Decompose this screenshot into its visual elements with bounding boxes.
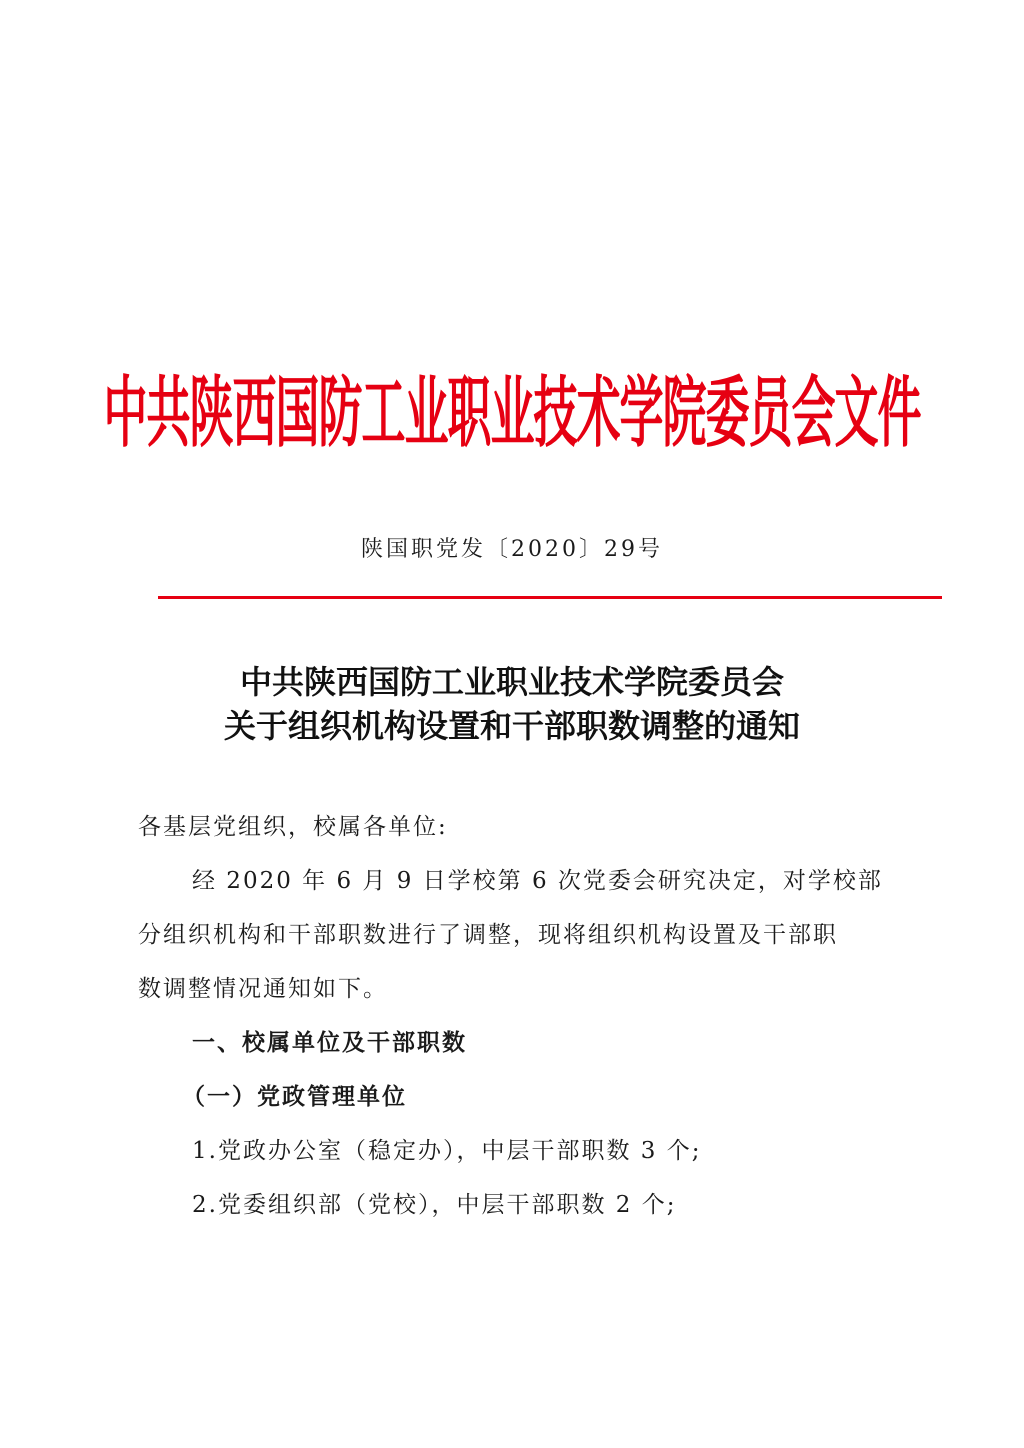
paragraph-1-line-3: 数调整情况通知如下。 [138, 976, 388, 1002]
subsection-heading-1: （一）党政管理单位 [182, 1083, 407, 1110]
red-divider [158, 596, 942, 599]
paragraph-1-line-1: 经 2020 年 6 月 9 日学校第 6 次党委会研究决定，对学校部 [192, 868, 883, 894]
list-item: 2.党委组织部（党校），中层干部职数 2 个; [192, 1192, 677, 1218]
section-heading-1: 一、校属单位及干部职数 [192, 1029, 467, 1056]
salutation: 各基层党组织，校属各单位: [138, 814, 448, 840]
document-number: 陕国职党发〔2020〕29号 [361, 537, 663, 562]
notice-title-line-2: 关于组织机构设置和干部职数调整的通知 [223, 707, 800, 745]
notice-title [0, 660, 1024, 748]
notice-body [138, 800, 898, 1232]
list-item: 1.党政办公室（稳定办），中层干部职数 3 个; [192, 1138, 702, 1164]
paragraph-1-line-2: 分组织机构和干部职数进行了调整，现将组织机构设置及干部职 [138, 922, 838, 948]
masthead-title: 中共陕西国防工业职业技术学院委员会文件 [103, 369, 921, 459]
notice-title-line-1: 中共陕西国防工业职业技术学院委员会 [239, 663, 784, 701]
